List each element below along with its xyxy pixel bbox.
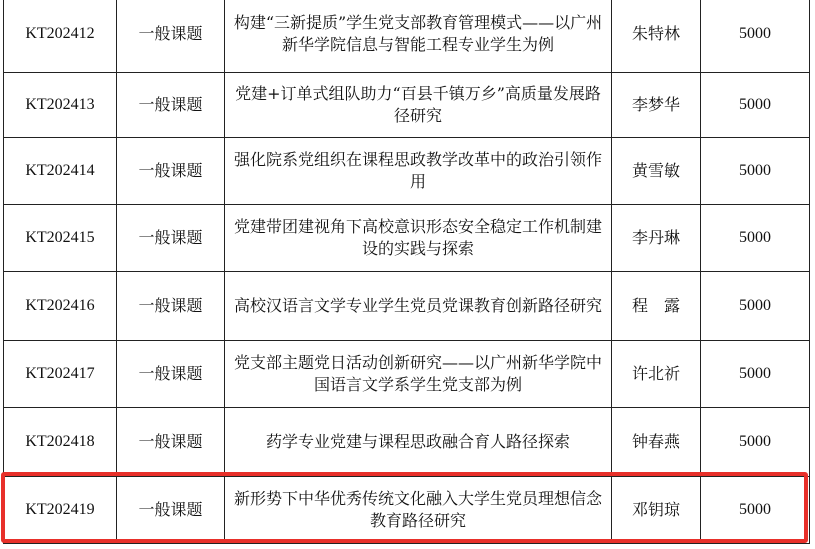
project-budget: 5000: [701, 408, 810, 477]
project-title: 强化院系党组织在课程思政教学改革中的政治引领作用: [225, 138, 612, 205]
project-budget: 5000: [701, 477, 810, 544]
project-leader: 程 露: [612, 272, 701, 341]
project-budget: 5000: [701, 272, 810, 341]
project-code: KT202414: [4, 138, 117, 205]
table-row: [4, 408, 810, 477]
project-budget: 5000: [701, 341, 810, 408]
project-title: 党建带团建视角下高校意识形态安全稳定工作机制建设的实践与探索: [225, 205, 612, 272]
project-code: KT202412: [4, 0, 117, 73]
project-title: 高校汉语言文学专业学生党员党课教育创新路径研究: [225, 272, 612, 341]
project-code: KT202417: [4, 341, 117, 408]
project-leader: 李丹琳: [612, 205, 701, 272]
project-type: 一般课题: [117, 138, 225, 205]
project-type: 一般课题: [117, 73, 225, 138]
table-row: [4, 341, 810, 408]
project-code: KT202418: [4, 408, 117, 477]
project-leader: 许北祈: [612, 341, 701, 408]
project-budget: 5000: [701, 0, 810, 73]
project-code: KT202416: [4, 272, 117, 341]
project-type: 一般课题: [117, 205, 225, 272]
table-row: [4, 73, 810, 138]
project-type: 一般课题: [117, 0, 225, 73]
project-budget: 5000: [701, 205, 810, 272]
table-row: [4, 205, 810, 272]
project-title: 新形势下中华优秀传统文化融入大学生党员理想信念教育路径研究: [225, 477, 612, 544]
project-budget: 5000: [701, 138, 810, 205]
project-budget: 5000: [701, 73, 810, 138]
table-row: [4, 138, 810, 205]
project-title: 党支部主题党日活动创新研究——以广州新华学院中国语言文学系学生党支部为例: [225, 341, 612, 408]
project-code: KT202413: [4, 73, 117, 138]
project-title: 构建“三新提质”学生党支部教育管理模式——以广州新华学院信息与智能工程专业学生为例: [225, 0, 612, 73]
project-leader: 黄雪敏: [612, 138, 701, 205]
project-type: 一般课题: [117, 272, 225, 341]
table-row-highlighted: [4, 477, 810, 544]
project-title: 药学专业党建与课程思政融合育人路径探索: [225, 408, 612, 477]
table-row: [4, 272, 810, 341]
project-type: 一般课题: [117, 341, 225, 408]
project-title: 党建+订单式组队助力“百县千镇万乡”高质量发展路径研究: [225, 73, 612, 138]
table-row: [4, 0, 810, 73]
project-leader: 朱特林: [612, 0, 701, 73]
project-code: KT202419: [4, 477, 117, 544]
project-type: 一般课题: [117, 408, 225, 477]
project-leader: 邓钥琼: [612, 477, 701, 544]
project-leader: 钟春燕: [612, 408, 701, 477]
project-type: 一般课题: [117, 477, 225, 544]
project-code: KT202415: [4, 205, 117, 272]
project-table: [3, 0, 810, 544]
project-leader: 李梦华: [612, 73, 701, 138]
